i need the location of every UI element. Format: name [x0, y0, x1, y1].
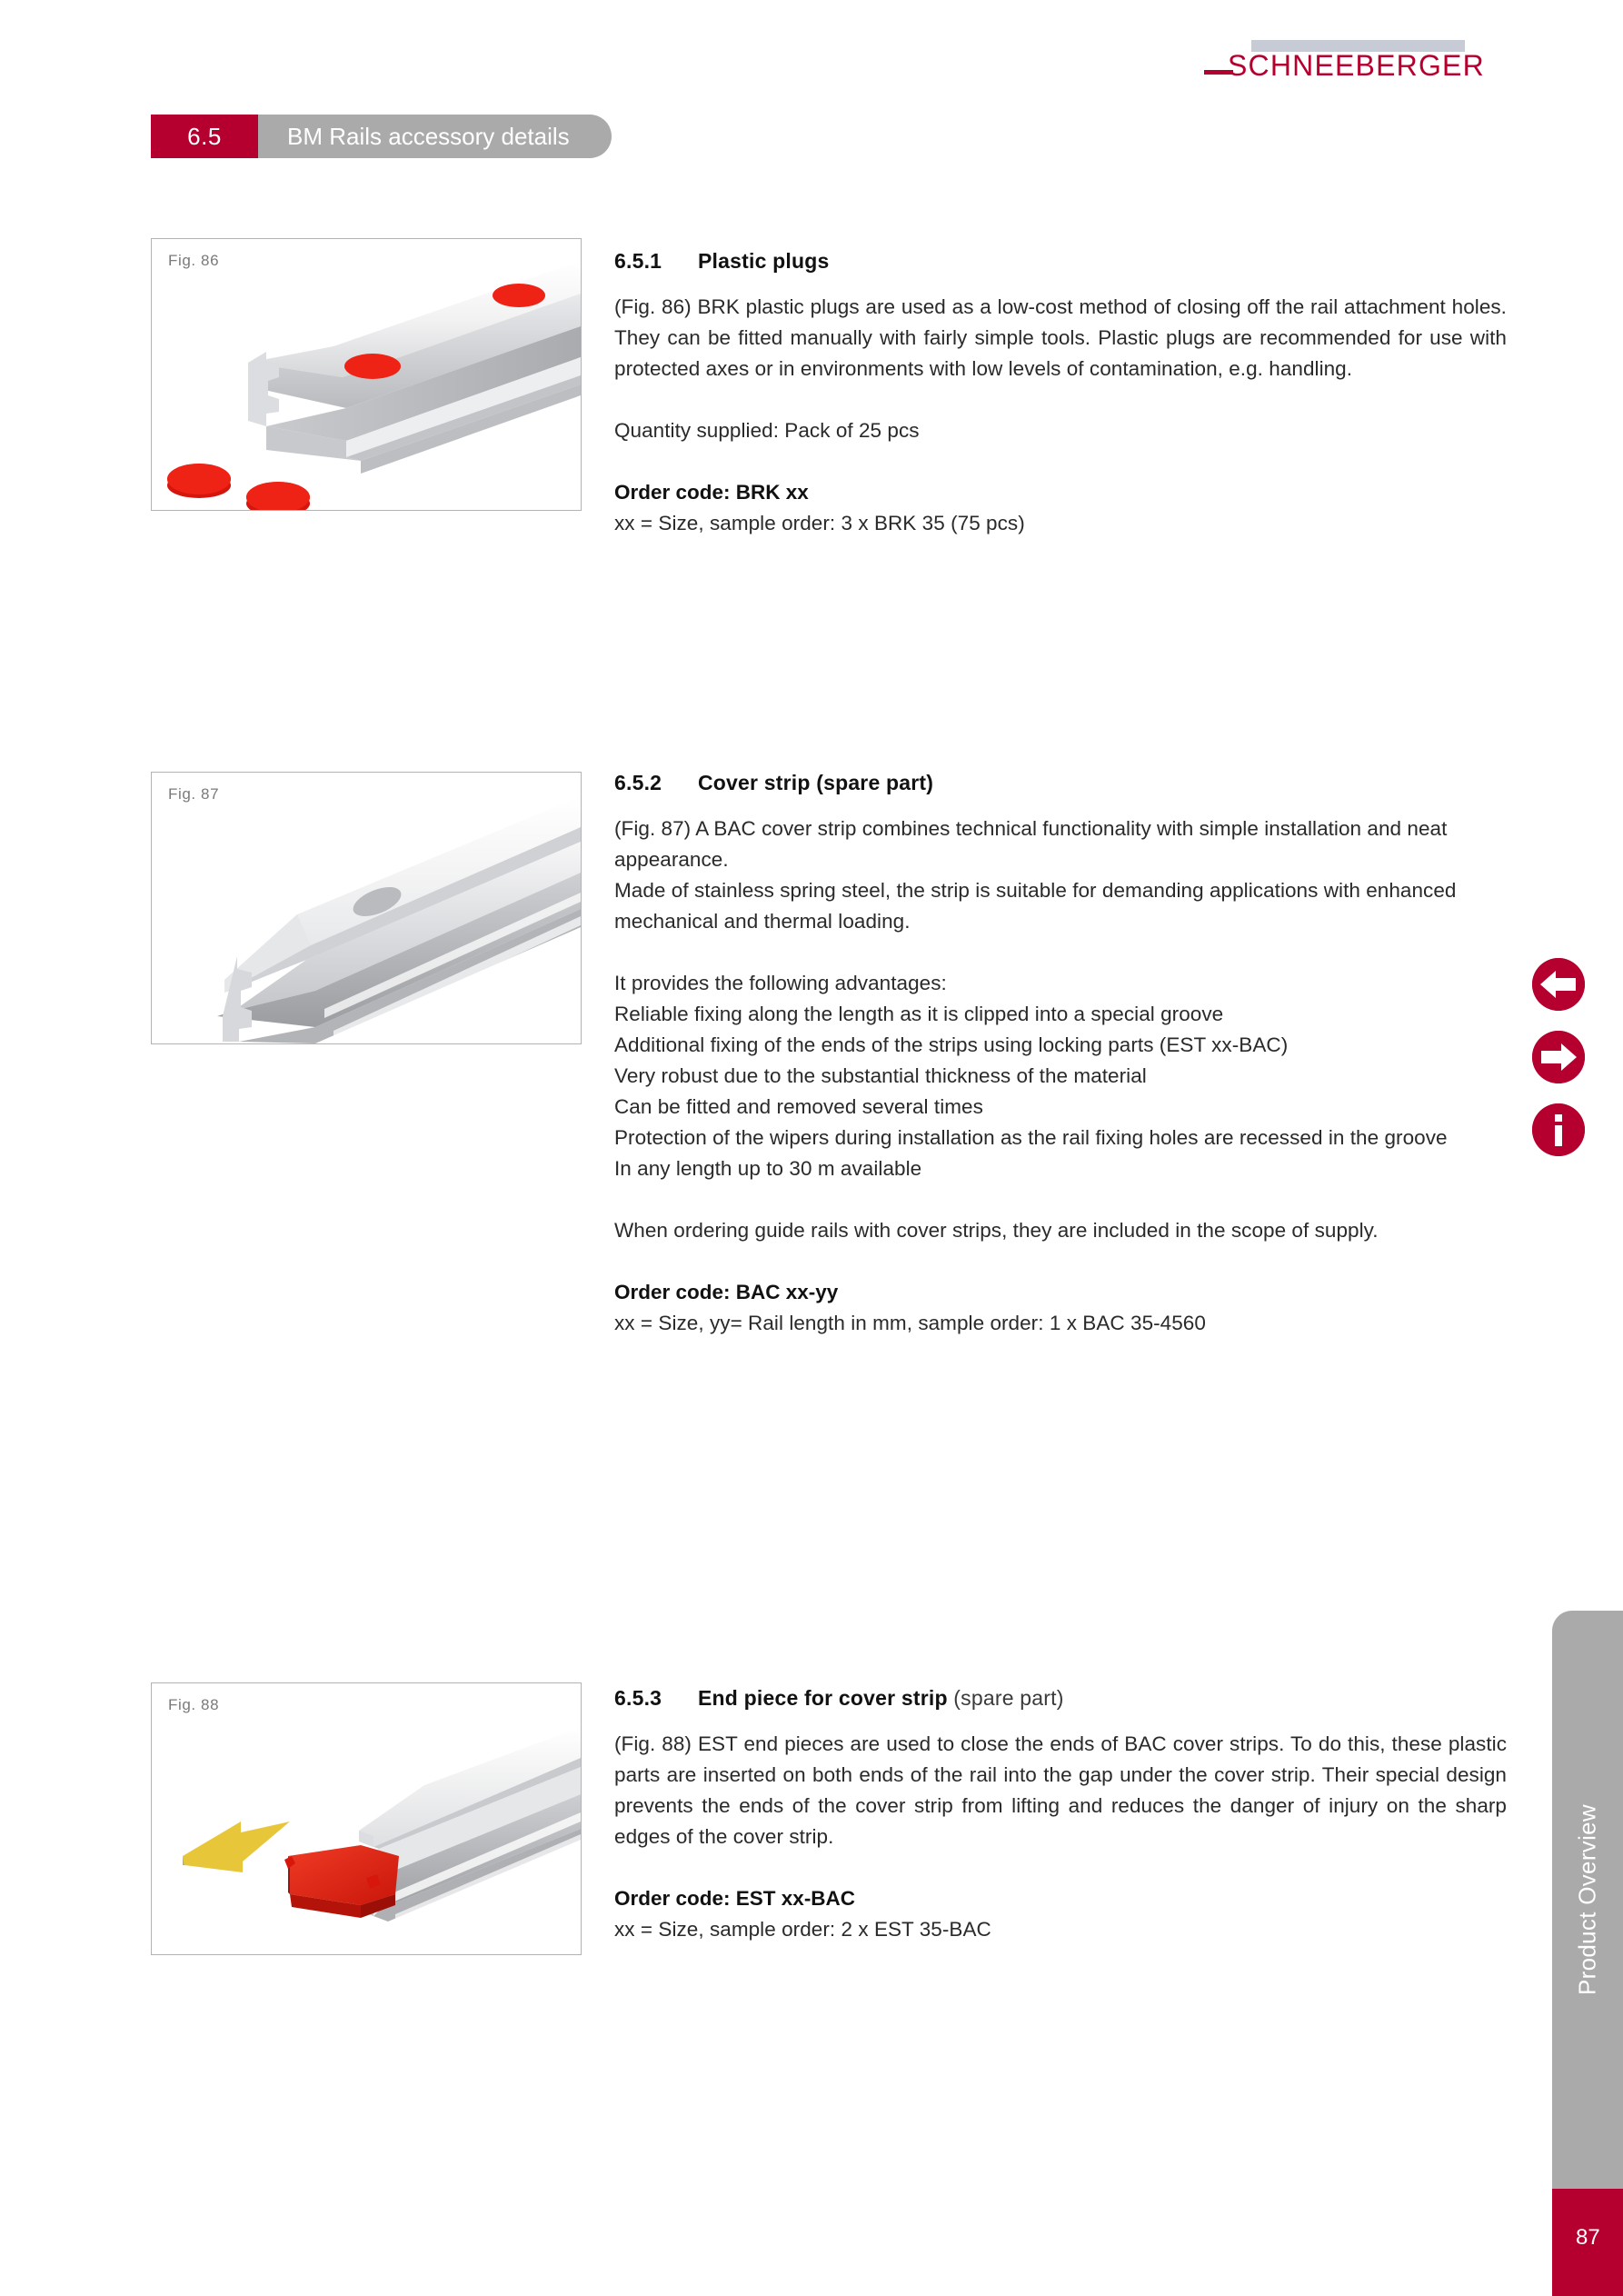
advantage-item: In any length up to 30 m available: [614, 1157, 922, 1180]
section-6-5-3-order-detail: xx = Size, sample order: 2 x EST 35-BAC: [614, 1918, 991, 1941]
section-6-5-1-text: [614, 249, 1507, 539]
figure-86-label: Fig. 86: [168, 252, 220, 269]
advantage-item: Reliable fixing along the length as it is clipped into a special groove: [614, 1003, 1224, 1025]
page-number: 87: [1576, 2225, 1600, 2250]
figure-88-box: [151, 1682, 582, 1955]
section-6-5-1-order-detail: xx = Size, sample order: 3 x BRK 35 (75 pcs): [614, 512, 1025, 534]
section-6-5-3-order-code: Order code: EST xx-BAC: [614, 1887, 856, 1910]
side-navigation-icons: [1532, 958, 1592, 1176]
figure-86-illustration: [152, 239, 581, 510]
section-6-5-1-title: Plastic plugs: [698, 249, 830, 273]
spacer: [614, 1184, 1507, 1215]
figure-88-illustration: [152, 1683, 581, 1954]
figure-87-label: Fig. 87: [168, 785, 220, 803]
section-6-5-1-quantity: Quantity supplied: Pack of 25 pcs: [614, 419, 920, 442]
advantage-item: Protection of the wipers during installation as the rail fixing holes are recessed in the groove: [614, 1126, 1448, 1149]
back-arrow-icon[interactable]: [1532, 958, 1585, 1011]
logo-wordmark: SCHNEEBERGER: [1228, 49, 1485, 82]
section-6-5-2-number: 6.5.2: [614, 771, 662, 794]
spacer: [614, 384, 1507, 415]
section-6-5-1-order-code: Order code: BRK xx: [614, 481, 809, 504]
section-number-badge: 6.5: [151, 115, 258, 158]
section-6-5-3-title: End piece for cover strip: [698, 1686, 948, 1710]
spacer: [614, 1852, 1507, 1883]
section-6-5-3-title-suffix: (spare part): [953, 1686, 1064, 1710]
section-6-5-2-title: Cover strip (spare part): [698, 771, 934, 794]
section-6-5-1-paragraph-1: (Fig. 86) BRK plastic plugs are used as a low-cost method of closing off the rail attachment holes. They can be fitted manually with fairly simple tools. Plastic plugs are recommended for use with protected axes or in environments with low levels of contamination, e.g. handling.: [614, 295, 1507, 380]
figure-88-label: Fig. 88: [168, 1696, 220, 1713]
forward-arrow-icon[interactable]: [1532, 1031, 1585, 1083]
advantage-item: Additional fixing of the ends of the strips using locking parts (EST xx-BAC): [614, 1033, 1289, 1056]
product-overview-tab[interactable]: [1552, 1611, 1623, 2189]
advantage-item: Can be fitted and removed several times: [614, 1095, 983, 1118]
product-overview-tab-label: Product Overview: [1573, 1804, 1601, 1995]
section-6-5-1-heading: [614, 249, 1507, 274]
section-6-5-3-text: [614, 1686, 1507, 1945]
section-6-5-3-paragraph-1: (Fig. 88) EST end pieces are used to close the ends of BAC cover strips. To do this, these plastic parts are inserted on both ends of the rail into the gap under the cover strip. Their special design prevents the ends of the cover strip from lifting and reduces the danger of injury on the sharp edges of the cover strip.: [614, 1732, 1507, 1848]
section-6-5-2-text: [614, 771, 1507, 1339]
spacer: [614, 1246, 1507, 1277]
section-6-5-2-paragraph-2: Made of stainless spring steel, the strip is suitable for demanding applications with enhanced mechanical and thermal loading.: [614, 879, 1457, 933]
advantage-item: Very robust due to the substantial thickness of the material: [614, 1064, 1147, 1087]
section-6-5-2-paragraph-1: (Fig. 87) A BAC cover strip combines technical functionality with simple installation and neat appearance.: [614, 817, 1448, 871]
section-6-5-3-number: 6.5.3: [614, 1686, 662, 1710]
figure-87-box: [151, 772, 582, 1044]
figure-86-box: [151, 238, 582, 511]
info-icon[interactable]: [1532, 1103, 1585, 1156]
page-number-badge: [1552, 2189, 1623, 2296]
section-6-5-2-closing: When ordering guide rails with cover strips, they are included in the scope of supply.: [614, 1219, 1379, 1242]
section-6-5-3-heading: [614, 1686, 1507, 1711]
spacer: [614, 937, 1507, 968]
section-6-5-2-heading: [614, 771, 1507, 795]
section-6-5-2-order-detail: xx = Size, yy= Rail length in mm, sample order: 1 x BAC 35-4560: [614, 1312, 1206, 1334]
spacer: [614, 446, 1507, 477]
figure-87-illustration: [152, 773, 581, 1043]
page-title: BM Rails accessory details: [258, 115, 612, 158]
section-6-5-2-order-code: Order code: BAC xx-yy: [614, 1281, 839, 1303]
section-6-5-2-advantages-intro: It provides the following advantages:: [614, 972, 947, 994]
section-header-bar: [151, 115, 612, 158]
section-6-5-1-number: 6.5.1: [614, 249, 662, 273]
schneeberger-logo: [1204, 40, 1513, 85]
